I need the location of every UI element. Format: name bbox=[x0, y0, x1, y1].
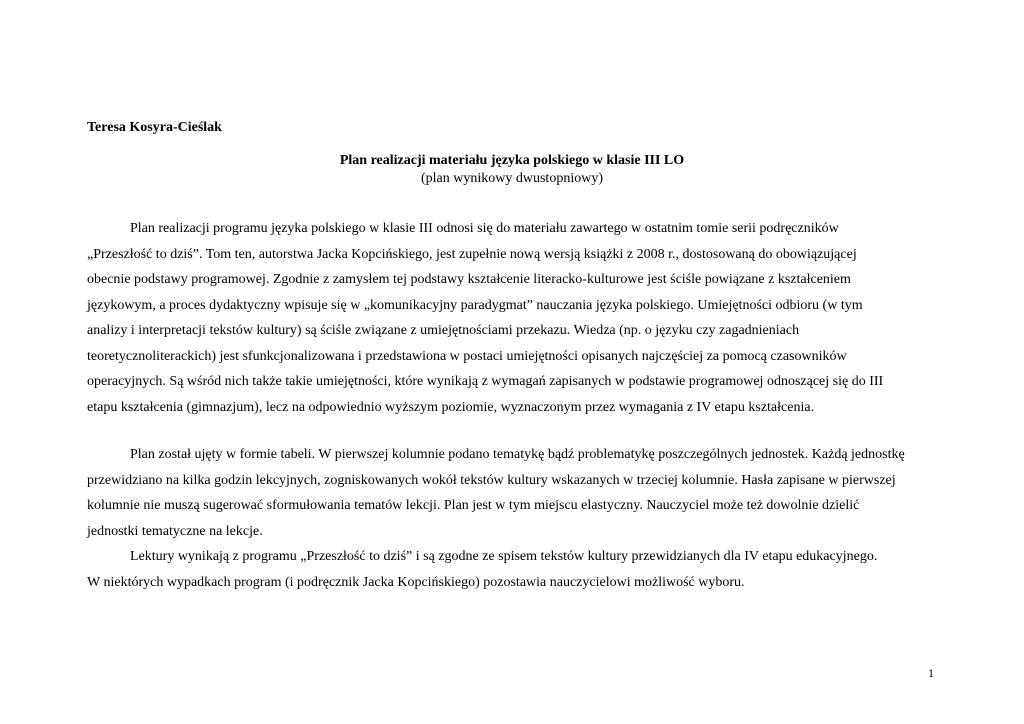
paragraph-line: przewidziano na kilka godzin lekcyjnych, zogniskowanych wokół tekstów kultury wskazanych w trzeciej kolumnie. Hasła zapisane w pierwszej bbox=[87, 472, 896, 488]
paragraph-line: jednostki tematyczne na lekcje. bbox=[87, 523, 263, 539]
paragraph-line: Lektury wynikają z programu „Przeszłość to dziś” i są zgodne ze spisem tekstów kultury przewidzianych dla IV etapu edukacyjnego. bbox=[130, 549, 878, 564]
paragraph-line: W niektórych wypadkach program (i podręcznik Jacka Kopcińskiego) pozostawia nauczycielowi możliwość wyboru. bbox=[87, 574, 745, 590]
paragraph-line: kolumnie nie muszą sugerować sformułowania tematów lekcji. Plan jest w tym miejscu elastyczny. Nauczyciel może też dowolnie dzielić bbox=[87, 498, 860, 513]
author-name: Teresa Kosyra-Cieślak bbox=[87, 120, 222, 135]
document-title: Plan realizacji materiału języka polskiego w klasie III LO bbox=[339, 153, 685, 168]
paragraph-line: językowym, a proces dydaktyczny wpisuje się w „komunikacyjny paradygmat” nauczania języka polskiego. Umiejętności odbioru (w tym bbox=[87, 297, 863, 313]
paragraph-line: obecnie podstawy programowej. Zgodnie z zamysłem tej podstawy kształcenie literacko-kulturowe jest ściśle powiązane z kształceniem bbox=[87, 272, 851, 287]
paragraph-line: Plan został ujęty w formie tabeli. W pierwszej kolumnie podano tematykę bądź problematykę poszczególnych jednostek. Każdą jednostkę bbox=[130, 447, 905, 462]
page-number: 1 bbox=[928, 666, 934, 680]
paragraph-line: analizy i interpretacji tekstów kultury) są ściśle związane z umiejętnościami przekazu. Wiedza (np. o języku czy zagadnieniach bbox=[87, 323, 800, 338]
paragraph-introduction bbox=[87, 216, 947, 420]
paragraph-line: etapu kształcenia (gimnazjum), lecz na odpowiednio wyższym poziomie, wyznaczonym przez wymagania z IV etapu kształcenia. bbox=[87, 399, 815, 415]
paragraph-line: operacyjnych. Są wśród nich także takie umiejętności, które wynikają z wymagań zapisanych w podstawie programowej odnoszącej się do III bbox=[87, 374, 884, 389]
paragraph-line: „Przeszłość to dziś”. Tom ten, autorstwa Jacka Kopcińskiego, jest zupełnie nową wersją książki z 2008 r., dostosowaną do obowiązującej bbox=[87, 246, 857, 262]
paragraph-plan-description bbox=[87, 442, 947, 595]
paragraph-line: teoretycznoliterackich) jest sfunkcjonalizowana i przedstawiona w postaci umiejętności opisanych najczęściej za pomocą czasowników bbox=[87, 348, 847, 364]
paragraph-line: Plan realizacji programu języka polskiego w klasie III odnosi się do materiału zawartego w ostatnim tomie serii podręczników bbox=[130, 221, 839, 236]
document-subtitle: (plan wynikowy dwustopniowy) bbox=[421, 171, 603, 186]
